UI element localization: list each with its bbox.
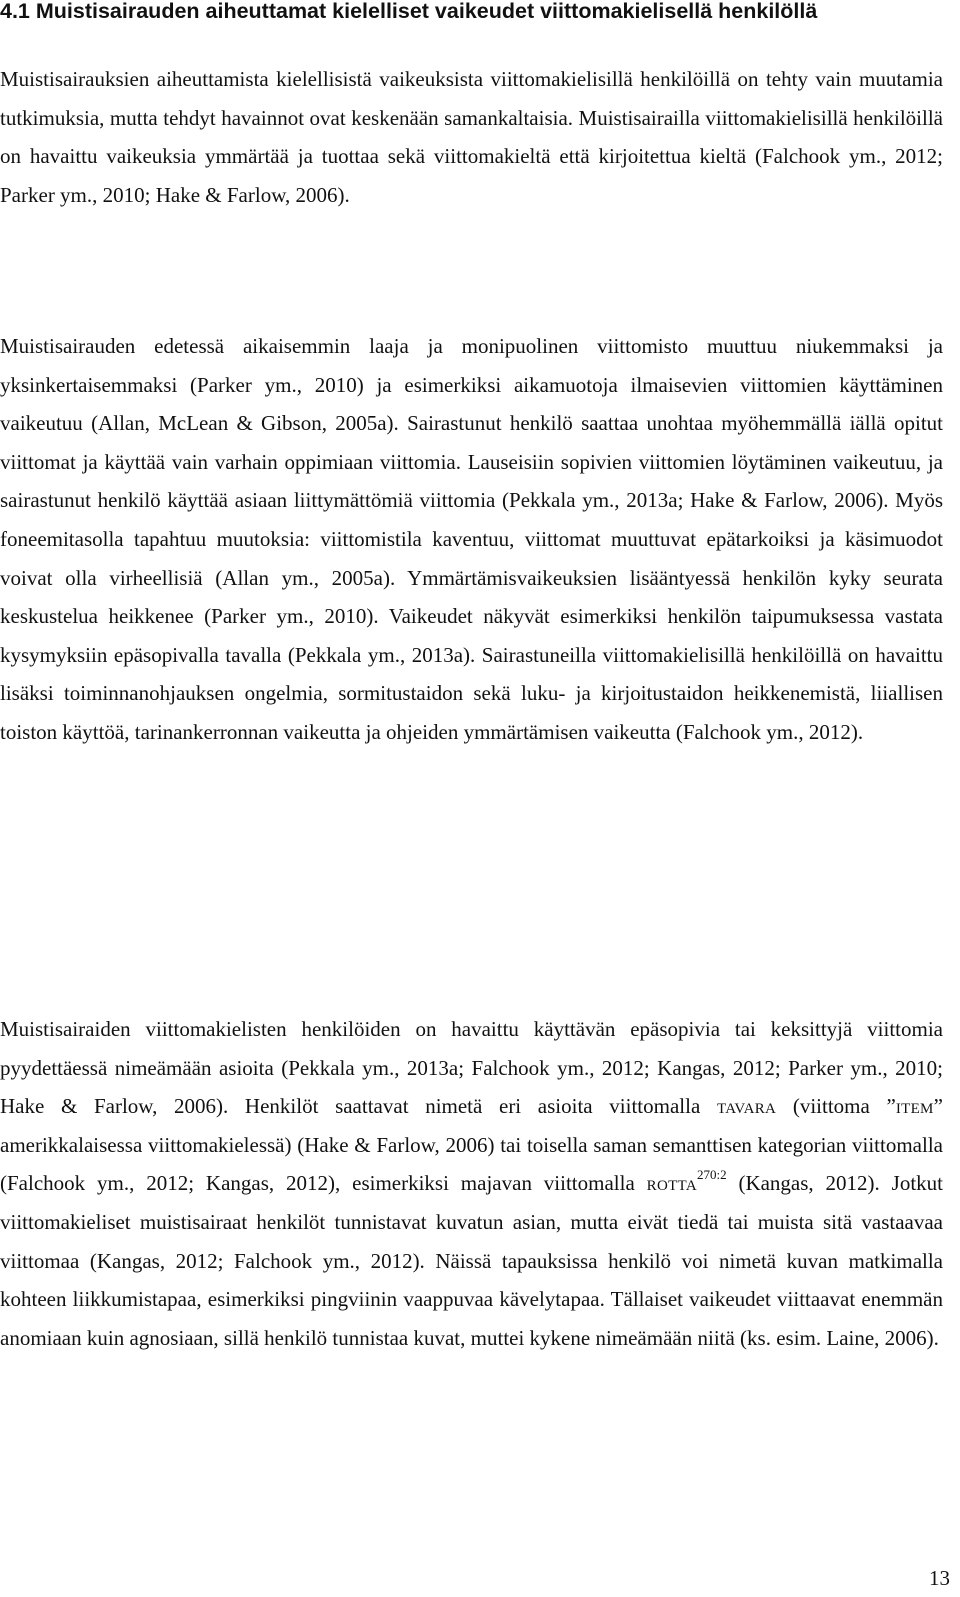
paragraph-1: Muistisairauksien aiheuttamista kielellisistä vaikeuksista viittomakielisillä henkilöillä on tehty vain muutamia tutkimuksia, mutta tehdyt havainnot ovat keskenään samankaltaisia. Muistisairailla viittomakielisillä henkilöillä on havaittu vaikeuksia ymmärtää ja tuottaa sekä viittomakieltä että kirjoitettua kieltä (Falchook ym., 2012; Parker ym., 2010; Hake & Farlow, 2006). xyxy=(0,67,943,207)
paragraph-3-text-4: (Kangas, 2012). Jotkut viittomakieliset muistisairaat henkilöt tunnistavat kuvatun asian, mutta eivät tiedä tai muista sitä vastaavaa viittomaa (Kangas, 2012; Falchook ym., 2012). Näissä tapauksissa henkilö voi nimetä kuvan matkimalla kohteen liikkumistapaa, esimerkiksi pingviinin vaappuvaa kävelytapaa. Tällaiset vaikeudet viittaavat enemmän anomiaan kuin agnosiaan, sillä henkilö tunnistaa kuvat, muttei kykene nimeämään niitä (ks. esim. Laine, 2006). xyxy=(0,1171,943,1350)
paragraph-2: Muistisairauden edetessä aikaisemmin laaja ja monipuolinen viittomisto muuttuu niukemmaksi ja yksinkertaisemmaksi (Parker ym., 2010) ja esimerkiksi aikamuotoja ilmaisevien viittomien käyttäminen vaikeutuu (Allan, McLean & Gibson, 2005a). Sairastunut henkilö saattaa unohtaa myöhemmällä iällä opitut viittomat ja käyttää vain varhain oppimiaan viittomia. Lauseisiin sopivien viittomien löytäminen vaikeutuu, ja sairastunut henkilö käyttää asiaan liittymättömiä viittomia (Pekkala ym., 2013a; Hake & Farlow, 2006). Myös foneemitasolla tapahtuu muutoksia: viittomistila kaventuu, viittomat muuttuvat epätarkoiksi ja käsimuodot voivat olla virheellisiä (Allan ym., 2005a). Ymmärtämisvaikeuksien lisääntyessä henkilön kyky seurata keskustelua heikkenee (Parker ym., 2010). Vaikeudet näkyvät esimerkiksi henkilön taipumuksessa vastata kysymyksiin epäsopivalla tavalla (Pekkala ym., 2013a). Sairastuneilla viittomakielisillä henkilöillä on havaittu lisäksi toiminnanohjauksen ongelmia, sormitustaidon sekä luku- ja kirjoitustaidon heikkenemistä, liiallisen toiston käyttöä, tarinankerronnan vaikeutta ja ohjeiden ymmärtämisen vaikeutta (Falchook ym., 2012). xyxy=(0,334,943,744)
gloss-tavara: tavara xyxy=(716,1094,777,1119)
gloss-rotta-reference: 270:2 xyxy=(696,1167,727,1183)
gloss-item: item xyxy=(895,1094,934,1119)
page-number: 13 xyxy=(929,1566,950,1590)
paragraph-3-text-2: (viittoma ” xyxy=(776,1094,896,1119)
paragraph-3 xyxy=(0,1010,943,1357)
paragraph-3-text-3: ” amerikkalaisessa viittomakielessä) (Hake & Farlow, 2006) tai toisella saman semanttisen kategorian viittomalla (Falchook ym., 2012; Kangas, 2012), esimerkiksi majavan viittomalla xyxy=(0,1094,943,1196)
paragraph-3-text-1: Muistisairaiden viittomakielisten henkilöiden on havaittu käyttävän epäsopivia tai keksittyjä viittomia pyydettäessä nimeämään asioita (Pekkala ym., 2013a; Falchook ym., 2012; Kangas, 2012; Parker ym., 2010; Hake & Farlow, 2006). Henkilöt saattavat nimetä eri asioita viittomalla xyxy=(0,1017,943,1119)
section-heading: 4.1 Muistisairauden aiheuttamat kielelliset vaikeudet viittomakielisellä henkilöllä xyxy=(0,0,818,23)
gloss-rotta: rotta xyxy=(646,1171,697,1196)
